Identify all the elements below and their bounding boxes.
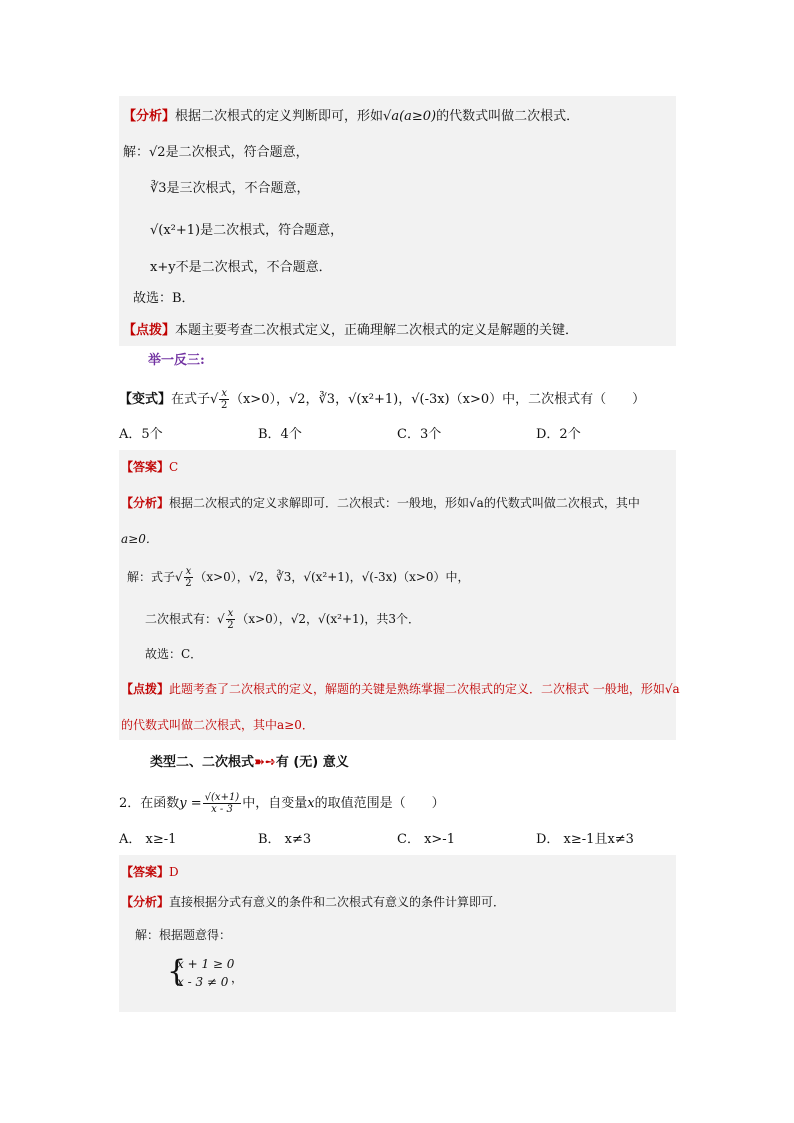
tip-line-2: 的代数式叫做二次根式，其中a≥0． [121, 718, 314, 732]
heading-text: 类型二、二次根式 [150, 755, 255, 770]
q2-fraction [203, 792, 242, 815]
answer-line [121, 863, 179, 881]
practice-title: 举一反三: [148, 353, 205, 368]
variant-stem-rest: （x>0），√2，∛3，√(x²+1)，√(-3x)（x>0）中，二次根式有（ ） [229, 392, 646, 407]
q2-var: x [307, 796, 315, 811]
solution-line-4: x+y不是二次根式，不合题意． [150, 260, 332, 275]
variant-option-b: B．4个 [258, 427, 302, 442]
tip-line-1 [121, 680, 680, 698]
analysis-text: 直接根据分式有意义的条件和二次根式有意义的条件计算即可． [169, 895, 506, 909]
q2-func-y: y = [179, 796, 202, 811]
analysis-text: 根据二次根式的定义判断即可，形如 [175, 109, 384, 124]
solution-label: 解： [123, 145, 150, 160]
solution-text-rest: （x>0），√2，√(x²+1)，共3个． [236, 612, 420, 626]
q2-denominator: x - 3 [211, 804, 233, 815]
analysis-line [121, 893, 505, 911]
solution-line-3: √(x²+1)是二次根式，符合题意， [150, 223, 344, 238]
analysis-text: 根据二次根式的定义求解即可．二次根式：一般地，形如√a的代数式叫做二次根式，其中 [169, 496, 640, 510]
analysis-tag: 【分析】 [123, 109, 176, 124]
sqrt-x-over-2: √ $\frac{x}{2}$ [217, 608, 234, 631]
tip-text: 此题考查了二次根式的定义，解题的关键是熟练掌握二次根式的定义．二次根式 一般地，形如√a [169, 682, 680, 696]
solution-line-2 [145, 608, 420, 631]
choose-line: 故选：C． [145, 647, 203, 661]
variant-option-d: D．2个 [536, 427, 581, 442]
analysis-line [123, 108, 579, 126]
tip-tag: 【点拨】 [121, 682, 170, 696]
q2-stem-mid: 中，自变量 [242, 796, 308, 811]
answer-block-3 [119, 855, 676, 1012]
choose-line: 故选：B． [133, 291, 195, 306]
variant-option-c: C．3个 [397, 427, 442, 442]
q2-stem-end: 的取值范围是（ ） [314, 796, 445, 811]
answer-tag: 【答案】 [121, 460, 170, 474]
solution-label: 解：根据题意得： [135, 928, 232, 942]
analysis-tag: 【分析】 [121, 895, 170, 909]
answer-value: C [169, 460, 179, 474]
solution-text: √2是二次根式，符合题意， [149, 145, 309, 160]
tip-line [123, 322, 578, 340]
question-2 [119, 792, 445, 815]
variant-stem: 在式子 [171, 392, 211, 407]
answer-tag: 【答案】 [121, 865, 170, 879]
solution-text: 二次根式有： [145, 612, 218, 626]
system-line-1: x + 1 ≥ 0 [177, 957, 235, 971]
q2-option-d: D． x≥-1且x≠3 [536, 832, 634, 847]
analysis-condition: a≥0． [121, 532, 158, 546]
system-line-2: x - 3 ≠ 0 [177, 975, 229, 989]
answer-value: D [169, 865, 179, 879]
system-end: ， [231, 971, 244, 985]
analysis-math: √a(a≥0) [383, 109, 437, 124]
answer-block-2 [119, 450, 680, 740]
tip-text: 本题主要考查二次根式定义，正确理解二次根式的定义是解题的关键． [175, 323, 579, 338]
analysis-tag: 【分析】 [121, 496, 170, 510]
section-heading-type2 [150, 754, 349, 772]
heading-tail: 有 (无) 意义 [275, 755, 349, 770]
variant-question [119, 388, 645, 411]
answer-line [121, 458, 178, 476]
solution-line-1 [123, 144, 309, 162]
analysis-line [121, 494, 640, 512]
q2-option-a: A． x≥-1 [119, 832, 177, 847]
q2-option-b: B． x≠3 [258, 832, 312, 847]
variant-option-a: A．5个 [119, 427, 163, 442]
q2-numerator: √(x+1) [204, 792, 240, 803]
solution-line-1 [127, 566, 470, 589]
analysis-block-1 [119, 96, 676, 346]
variant-tag: 【变式】 [119, 392, 172, 407]
sqrt-x-over-2: √ $\frac{x}{2}$ [175, 566, 192, 589]
solution-line-2: ∛3是三次根式，不合题意， [150, 181, 310, 196]
q2-stem: 2．在函数 [119, 796, 180, 811]
analysis-text-end: 的代数式叫做二次根式． [436, 109, 580, 124]
q2-option-c: C． x>-1 [397, 832, 455, 847]
solution-text-rest: （x>0），√2，∛3，√(x²+1)，√(-3x)（x>0）中， [194, 570, 470, 584]
brace-icon: { [167, 954, 187, 989]
tip-tag: 【点拨】 [123, 323, 176, 338]
solution-text: 解：式子 [127, 570, 176, 584]
sqrt-x-over-2: √ $\frac{x}{2}$ [210, 388, 228, 411]
arrow-icon: ➽➺ [254, 755, 276, 770]
